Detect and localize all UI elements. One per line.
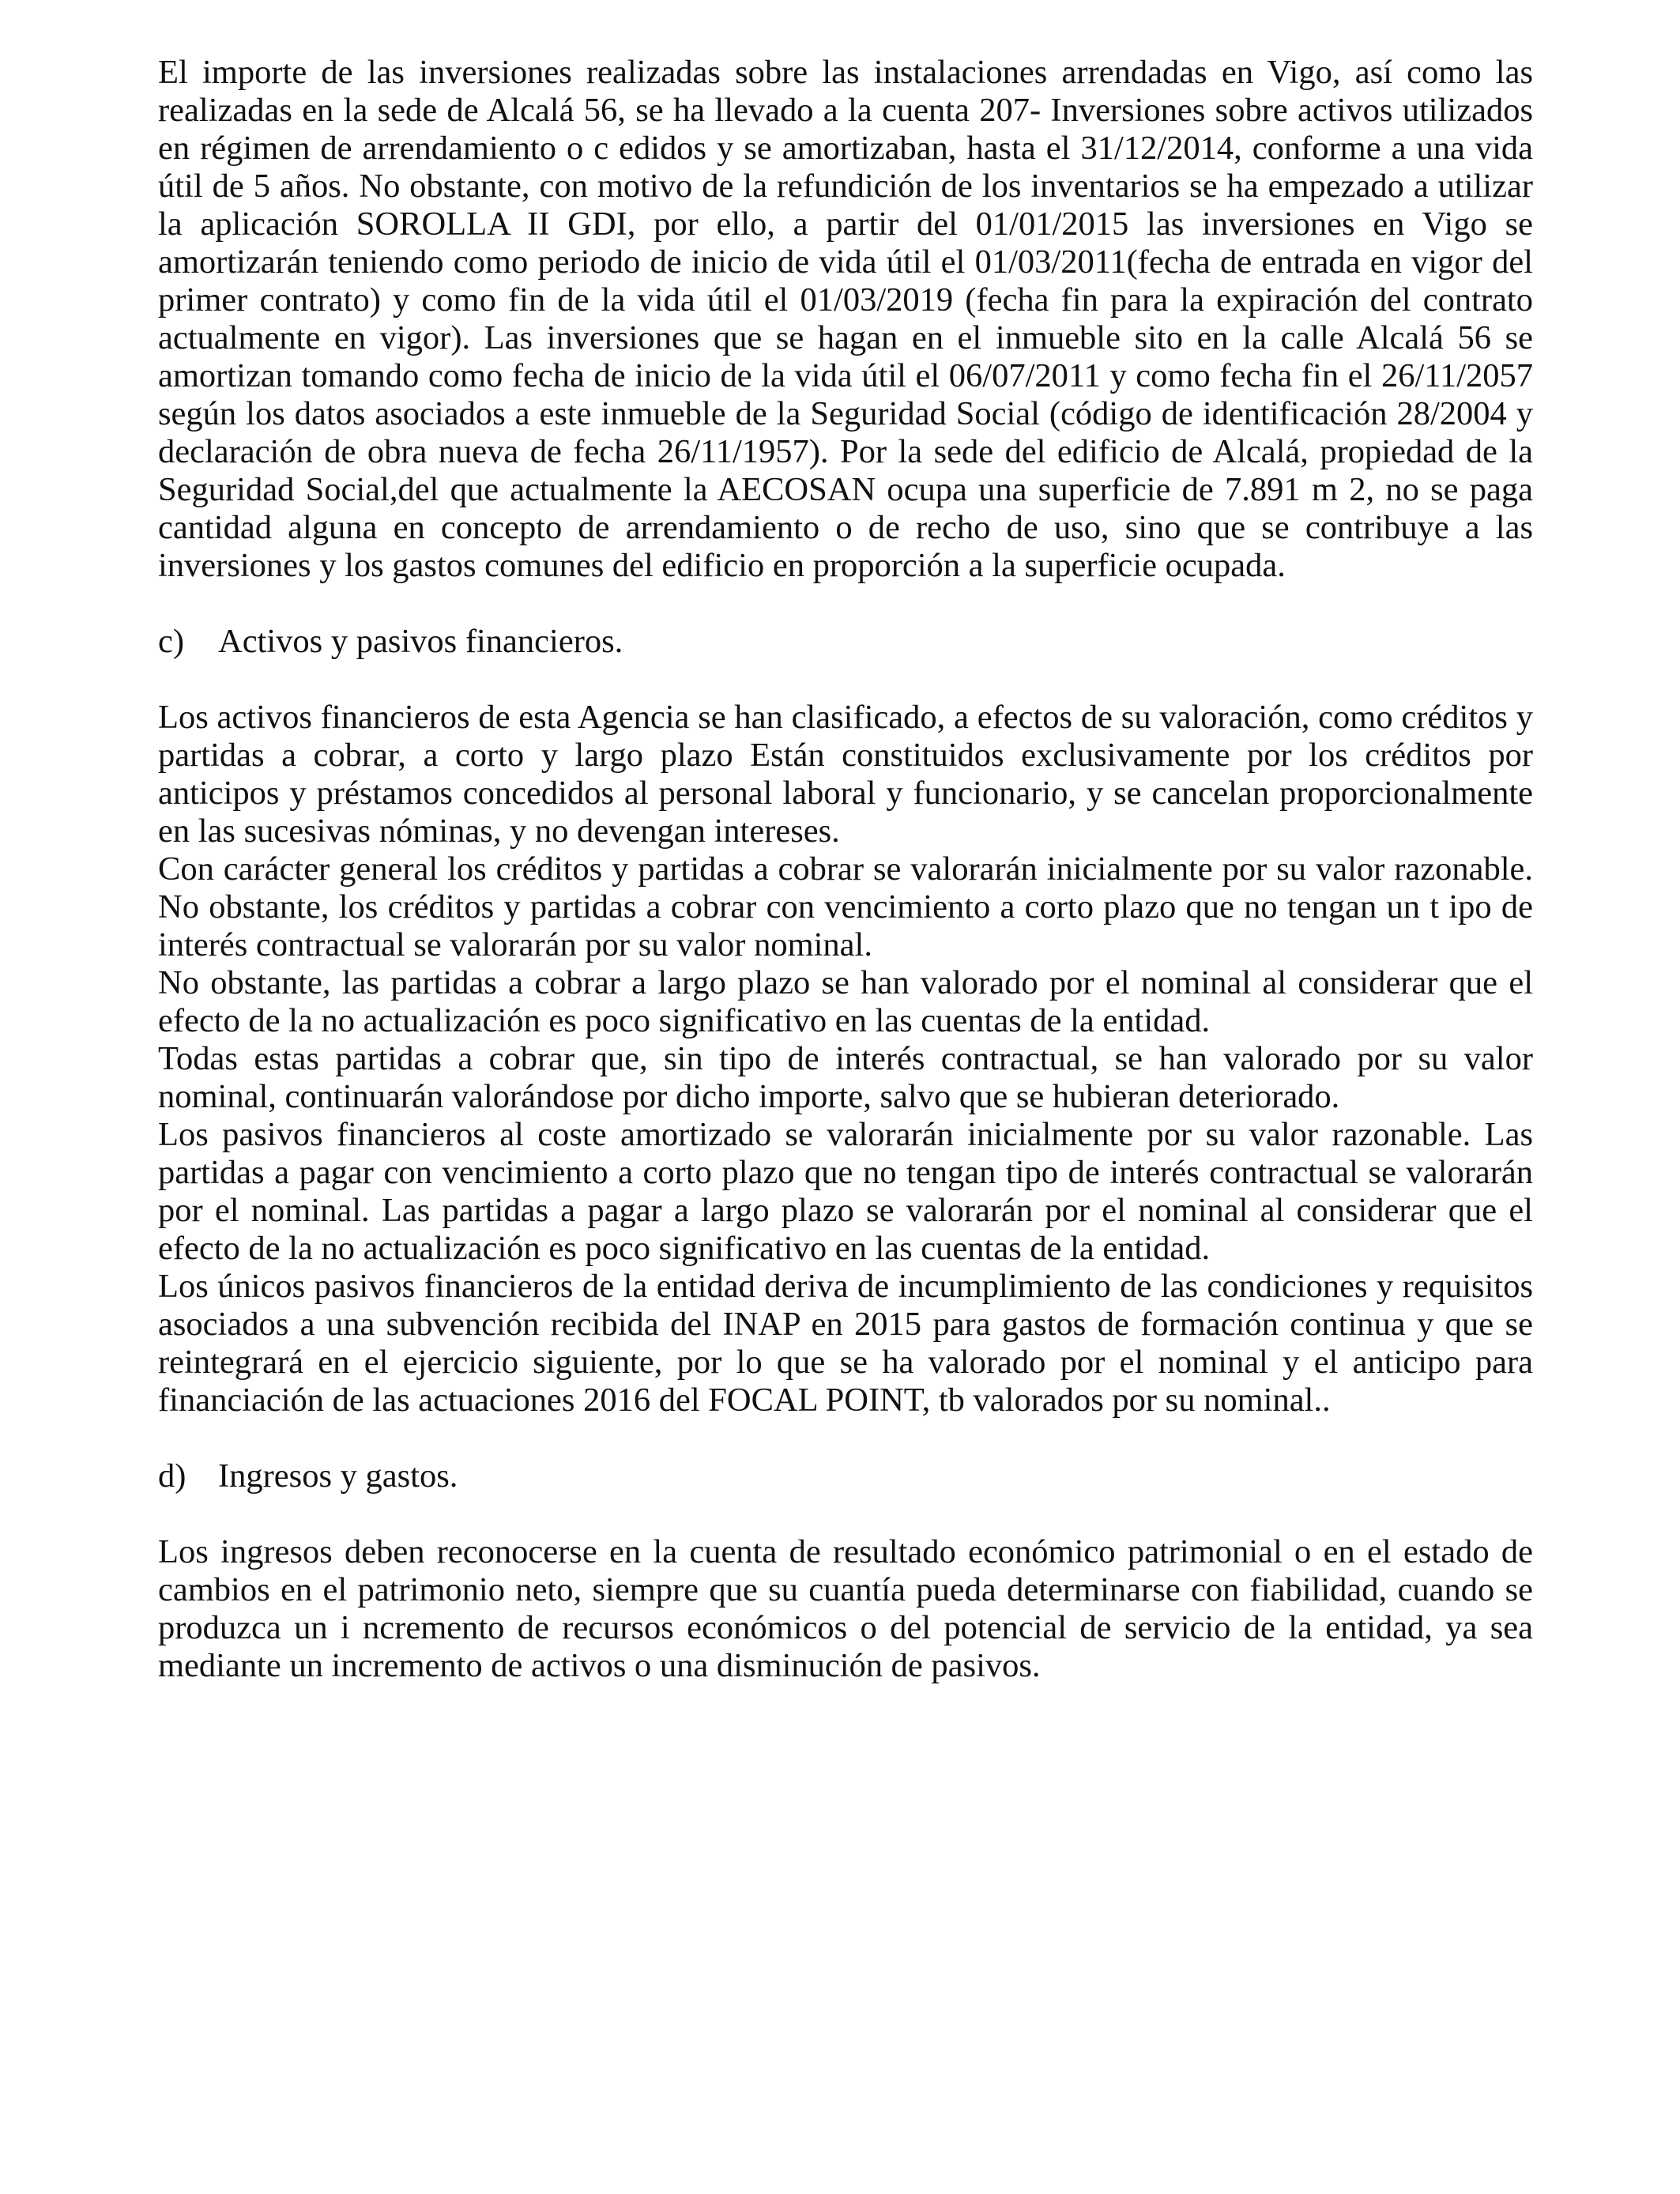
section-heading-c xyxy=(158,623,1533,661)
paragraph-income-recognition: Los ingresos deben reconocerse en la cuenta de resultado económico patrimonial o en el estado de cambios en el patrimonio neto, siempre que su cuantía pueda determinarse con fiabilidad, cuando se produzca un i ncremento de recursos económicos o del potencial de servicio de la entidad, ya sea mediante un incremento de activos o una disminución de pasivos. xyxy=(158,1533,1533,1684)
section-title-c: Activos y pasivos financieros. xyxy=(218,623,623,660)
paragraph-credits-valuation: Con carácter general los créditos y partidas a cobrar se valorarán inicialmente por su valor razonable. No obstante, los créditos y partidas a cobrar con vencimiento a corto plazo que no tengan un t ipo de interés contractual se valorarán por su valor nominal. xyxy=(158,850,1533,963)
spacer xyxy=(158,661,1533,699)
paragraph-financial-assets: Los activos financieros de esta Agencia se han clasificado, a efectos de su valoración, como créditos y partidas a cobrar, a corto y largo plazo Están constituidos exclusivamente por los créditos por anticipos y préstamos concedidos al personal laboral y funcionario, y se cancelan proporcionalmente en las sucesivas nóminas, y no devengan intereses. xyxy=(158,699,1533,850)
section-title-d: Ingresos y gastos. xyxy=(218,1457,458,1495)
paragraph-inap-subsidy: Los únicos pasivos financieros de la entidad deriva de incumplimiento de las condiciones y requisitos asociados a una subvención recibida del INAP en 2015 para gastos de formación continua y que se reintegrará en el ejercicio siguiente, por lo que se ha valorado por el nominal y el anticipo para financiación de las actuaciones 2016 del FOCAL POINT, tb valorados por su nominal.. xyxy=(158,1268,1533,1419)
paragraph-long-term-receivables: No obstante, las partidas a cobrar a largo plazo se han valorado por el nominal al considerar que el efecto de la no actualización es poco significativo en las cuentas de la entidad. xyxy=(158,964,1533,1039)
paragraph-investments: El importe de las inversiones realizadas sobre las instalaciones arrendadas en Vigo, así como las realizadas en la sede de Alcalá 56, se ha llevado a la cuenta 207- Inversiones sobre activos utilizados en régimen de arrendamiento o c edidos y se amortizaban, hasta el 31/12/2014, conforme a una vida útil de 5 años. No obstante, con motivo de la refundición de los inventarios se ha empezado a utilizar la aplicación SOROLLA II GDI, por ello, a partir del 01/01/2015 las inversiones en Vigo se amortizarán teniendo como periodo de inicio de vida útil el 01/03/2011(fecha de entrada en vigor del primer contrato) y como fin de la vida útil el 01/03/2019 (fecha fin para la expiración del contrato actualmente en vigor). Las inversiones que se hagan en el inmueble sito en la calle Alcalá 56 se amortizan tomando como fecha de inicio de la vida útil el 06/07/2011 y como fecha fin el 26/11/2057 según los datos asociados a este inmueble de la Seguridad Social (código de identificación 28/2004 y declaración de obra nueva de fecha 26/11/1957). Por la sede del edificio de Alcalá, propiedad de la Seguridad Social,del que actualmente la AECOSAN ocupa una superficie de 7.891 m 2, no se paga cantidad alguna en concepto de arrendamiento o de recho de uso, sino que se contribuye a las inversiones y los gastos comunes del edificio en proporción a la superficie ocupada. xyxy=(158,54,1533,584)
spacer xyxy=(158,1419,1533,1457)
paragraph-nominal-value: Todas estas partidas a cobrar que, sin tipo de interés contractual, se han valorado por su valor nominal, continuarán valorándose por dicho importe, salvo que se hubieran deteriorado. xyxy=(158,1040,1533,1115)
section-marker-c: c) xyxy=(158,623,185,660)
section-marker-d: d) xyxy=(158,1457,186,1495)
spacer xyxy=(158,1495,1533,1533)
document-page xyxy=(158,54,1533,1685)
paragraph-financial-liabilities: Los pasivos financieros al coste amortizado se valorarán inicialmente por su valor razonable. Las partidas a pagar con vencimiento a corto plazo que no tengan tipo de interés contractual se valorarán por el nominal. Las partidas a pagar a largo plazo se valorarán por el nominal al considerar que el efecto de la no actualización es poco significativo en las cuentas de la entidad. xyxy=(158,1116,1533,1267)
section-heading-d xyxy=(158,1457,1533,1495)
spacer xyxy=(158,585,1533,623)
